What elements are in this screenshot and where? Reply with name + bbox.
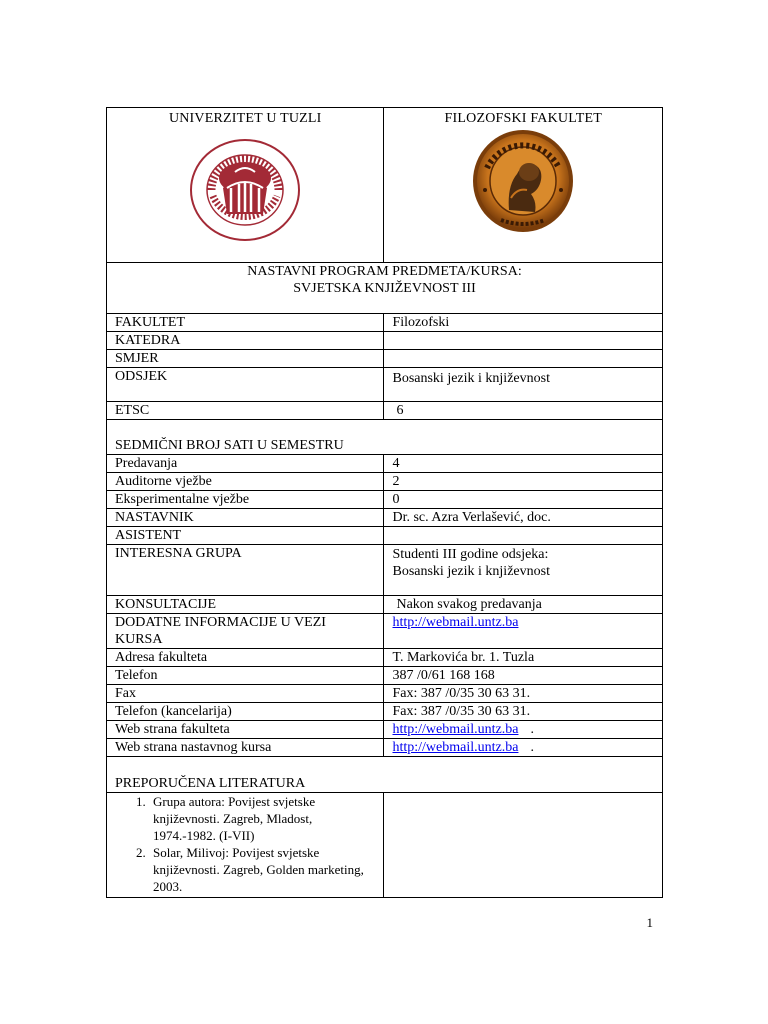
value-telefon: 387 /0/61 168 168	[384, 667, 663, 685]
row-predavanja	[107, 455, 663, 473]
label-fax: Fax	[107, 685, 384, 703]
web-fakulteta-suffix: .	[530, 722, 534, 737]
row-nastavnik	[107, 509, 663, 527]
value-predavanja: 4	[384, 455, 663, 473]
value-interesna	[384, 545, 663, 596]
value-web-kursa	[384, 739, 663, 757]
literature-list-cell	[107, 793, 384, 898]
link-web-fakulteta[interactable]: http://webmail.untz.ba	[392, 722, 519, 737]
value-dodatne	[384, 614, 663, 649]
row-adresa	[107, 649, 663, 667]
row-telefon-kancelarija	[107, 703, 663, 721]
value-adresa: T. Markovića br. 1. Tuzla	[384, 649, 663, 667]
row-etsc	[107, 402, 663, 420]
value-odsjek: Bosanski jezik i književnost	[384, 368, 663, 402]
label-web-kursa: Web strana nastavnog kursa	[107, 739, 384, 757]
university-seal	[189, 138, 301, 247]
value-katedra	[384, 332, 663, 350]
row-asistent	[107, 527, 663, 545]
label-telefon: Telefon	[107, 667, 384, 685]
label-katedra: KATEDRA	[107, 332, 384, 350]
value-interesna-line1: Studenti III godine odsjeka:	[392, 547, 549, 562]
row-telefon	[107, 667, 663, 685]
label-smjer: SMJER	[107, 350, 384, 368]
label-dodatne-line2: KURSA	[115, 632, 163, 647]
label-konsultacije: KONSULTACIJE	[107, 596, 384, 614]
page-number: 1	[646, 915, 653, 930]
label-asistent: ASISTENT	[107, 527, 384, 545]
row-literatura-heading	[107, 757, 663, 793]
label-interesna: INTERESNA GRUPA	[107, 545, 384, 596]
label-dodatne-line1: DODATNE INFORMACIJE U VEZI	[115, 615, 326, 630]
label-telefon-kancelarija: Telefon (kancelarija)	[107, 703, 384, 721]
university-name: UNIVERZITET U TUZLI	[168, 111, 322, 126]
row-smjer	[107, 350, 663, 368]
label-fakultet: FAKULTET	[107, 314, 384, 332]
label-web-fakulteta: Web strana fakulteta	[107, 721, 384, 739]
faculty-seal-icon	[471, 128, 575, 234]
value-telefon-kancelarija: Fax: 387 /0/35 30 63 31.	[384, 703, 663, 721]
label-eksperimentalne: Eksperimentalne vježbe	[107, 491, 384, 509]
row-dodatne	[107, 614, 663, 649]
row-eksperimentalne	[107, 491, 663, 509]
literature-empty-cell	[384, 793, 663, 898]
value-etsc: 6	[384, 402, 663, 420]
link-dodatne[interactable]: http://webmail.untz.ba	[392, 615, 519, 630]
label-predavanja: Predavanja	[107, 455, 384, 473]
row-literatura-list	[107, 793, 663, 898]
literature-heading: PREPORUČENA LITERATURA	[107, 757, 663, 793]
faculty-name: FILOZOFSKI FAKULTET	[444, 111, 602, 126]
value-smjer	[384, 350, 663, 368]
row-odsjek	[107, 368, 663, 402]
row-sedmicni	[107, 420, 663, 455]
row-web-fakulteta	[107, 721, 663, 739]
literature-item-1: 1. Grupa autora: Povijest svjetske književnosti. Zagreb, Mladost, 1974.-1982. (I-VII)	[149, 793, 375, 844]
program-title-line1: NASTAVNI PROGRAM PREDMETA/KURSA:	[247, 264, 522, 279]
row-konsultacije	[107, 596, 663, 614]
course-program-table	[106, 107, 663, 898]
row-fakultet	[107, 314, 663, 332]
label-dodatne	[107, 614, 384, 649]
label-odsjek: ODSJEK	[107, 368, 384, 402]
row-interesna	[107, 545, 663, 596]
link-web-kursa[interactable]: http://webmail.untz.ba	[392, 740, 519, 755]
literature-item-2: 2. Solar, Milivoj: Povijest svjetske književnosti. Zagreb, Golden marketing, 2003.	[149, 844, 375, 895]
header-row	[107, 108, 663, 263]
program-title-line2: SVJETSKA KNJIŽEVNOST III	[293, 281, 476, 296]
value-interesna-line2: Bosanski jezik i književnost	[392, 564, 550, 579]
value-asistent	[384, 527, 663, 545]
value-web-fakulteta	[384, 721, 663, 739]
value-nastavnik: Dr. sc. Azra Verlašević, doc.	[384, 509, 663, 527]
label-nastavnik: NASTAVNIK	[107, 509, 384, 527]
row-auditorne	[107, 473, 663, 491]
value-fax: Fax: 387 /0/35 30 63 31.	[384, 685, 663, 703]
value-konsultacije: Nakon svakog predavanja	[384, 596, 663, 614]
value-fakultet: Filozofski	[384, 314, 663, 332]
value-eksperimentalne: 0	[384, 491, 663, 509]
row-web-kursa	[107, 739, 663, 757]
label-etsc: ETSC	[107, 402, 384, 420]
program-title-row	[107, 263, 663, 314]
literature-list	[107, 793, 375, 895]
university-header-cell	[107, 108, 384, 263]
value-auditorne: 2	[384, 473, 663, 491]
faculty-seal	[471, 128, 575, 239]
label-sedmicni: SEDMIČNI BROJ SATI U SEMESTRU	[107, 420, 663, 455]
row-katedra	[107, 332, 663, 350]
faculty-header-cell	[384, 108, 663, 263]
web-kursa-suffix: .	[530, 740, 534, 755]
university-seal-icon	[189, 138, 301, 242]
program-title-cell	[107, 263, 663, 314]
label-adresa: Adresa fakulteta	[107, 649, 384, 667]
row-fax	[107, 685, 663, 703]
label-auditorne: Auditorne vježbe	[107, 473, 384, 491]
